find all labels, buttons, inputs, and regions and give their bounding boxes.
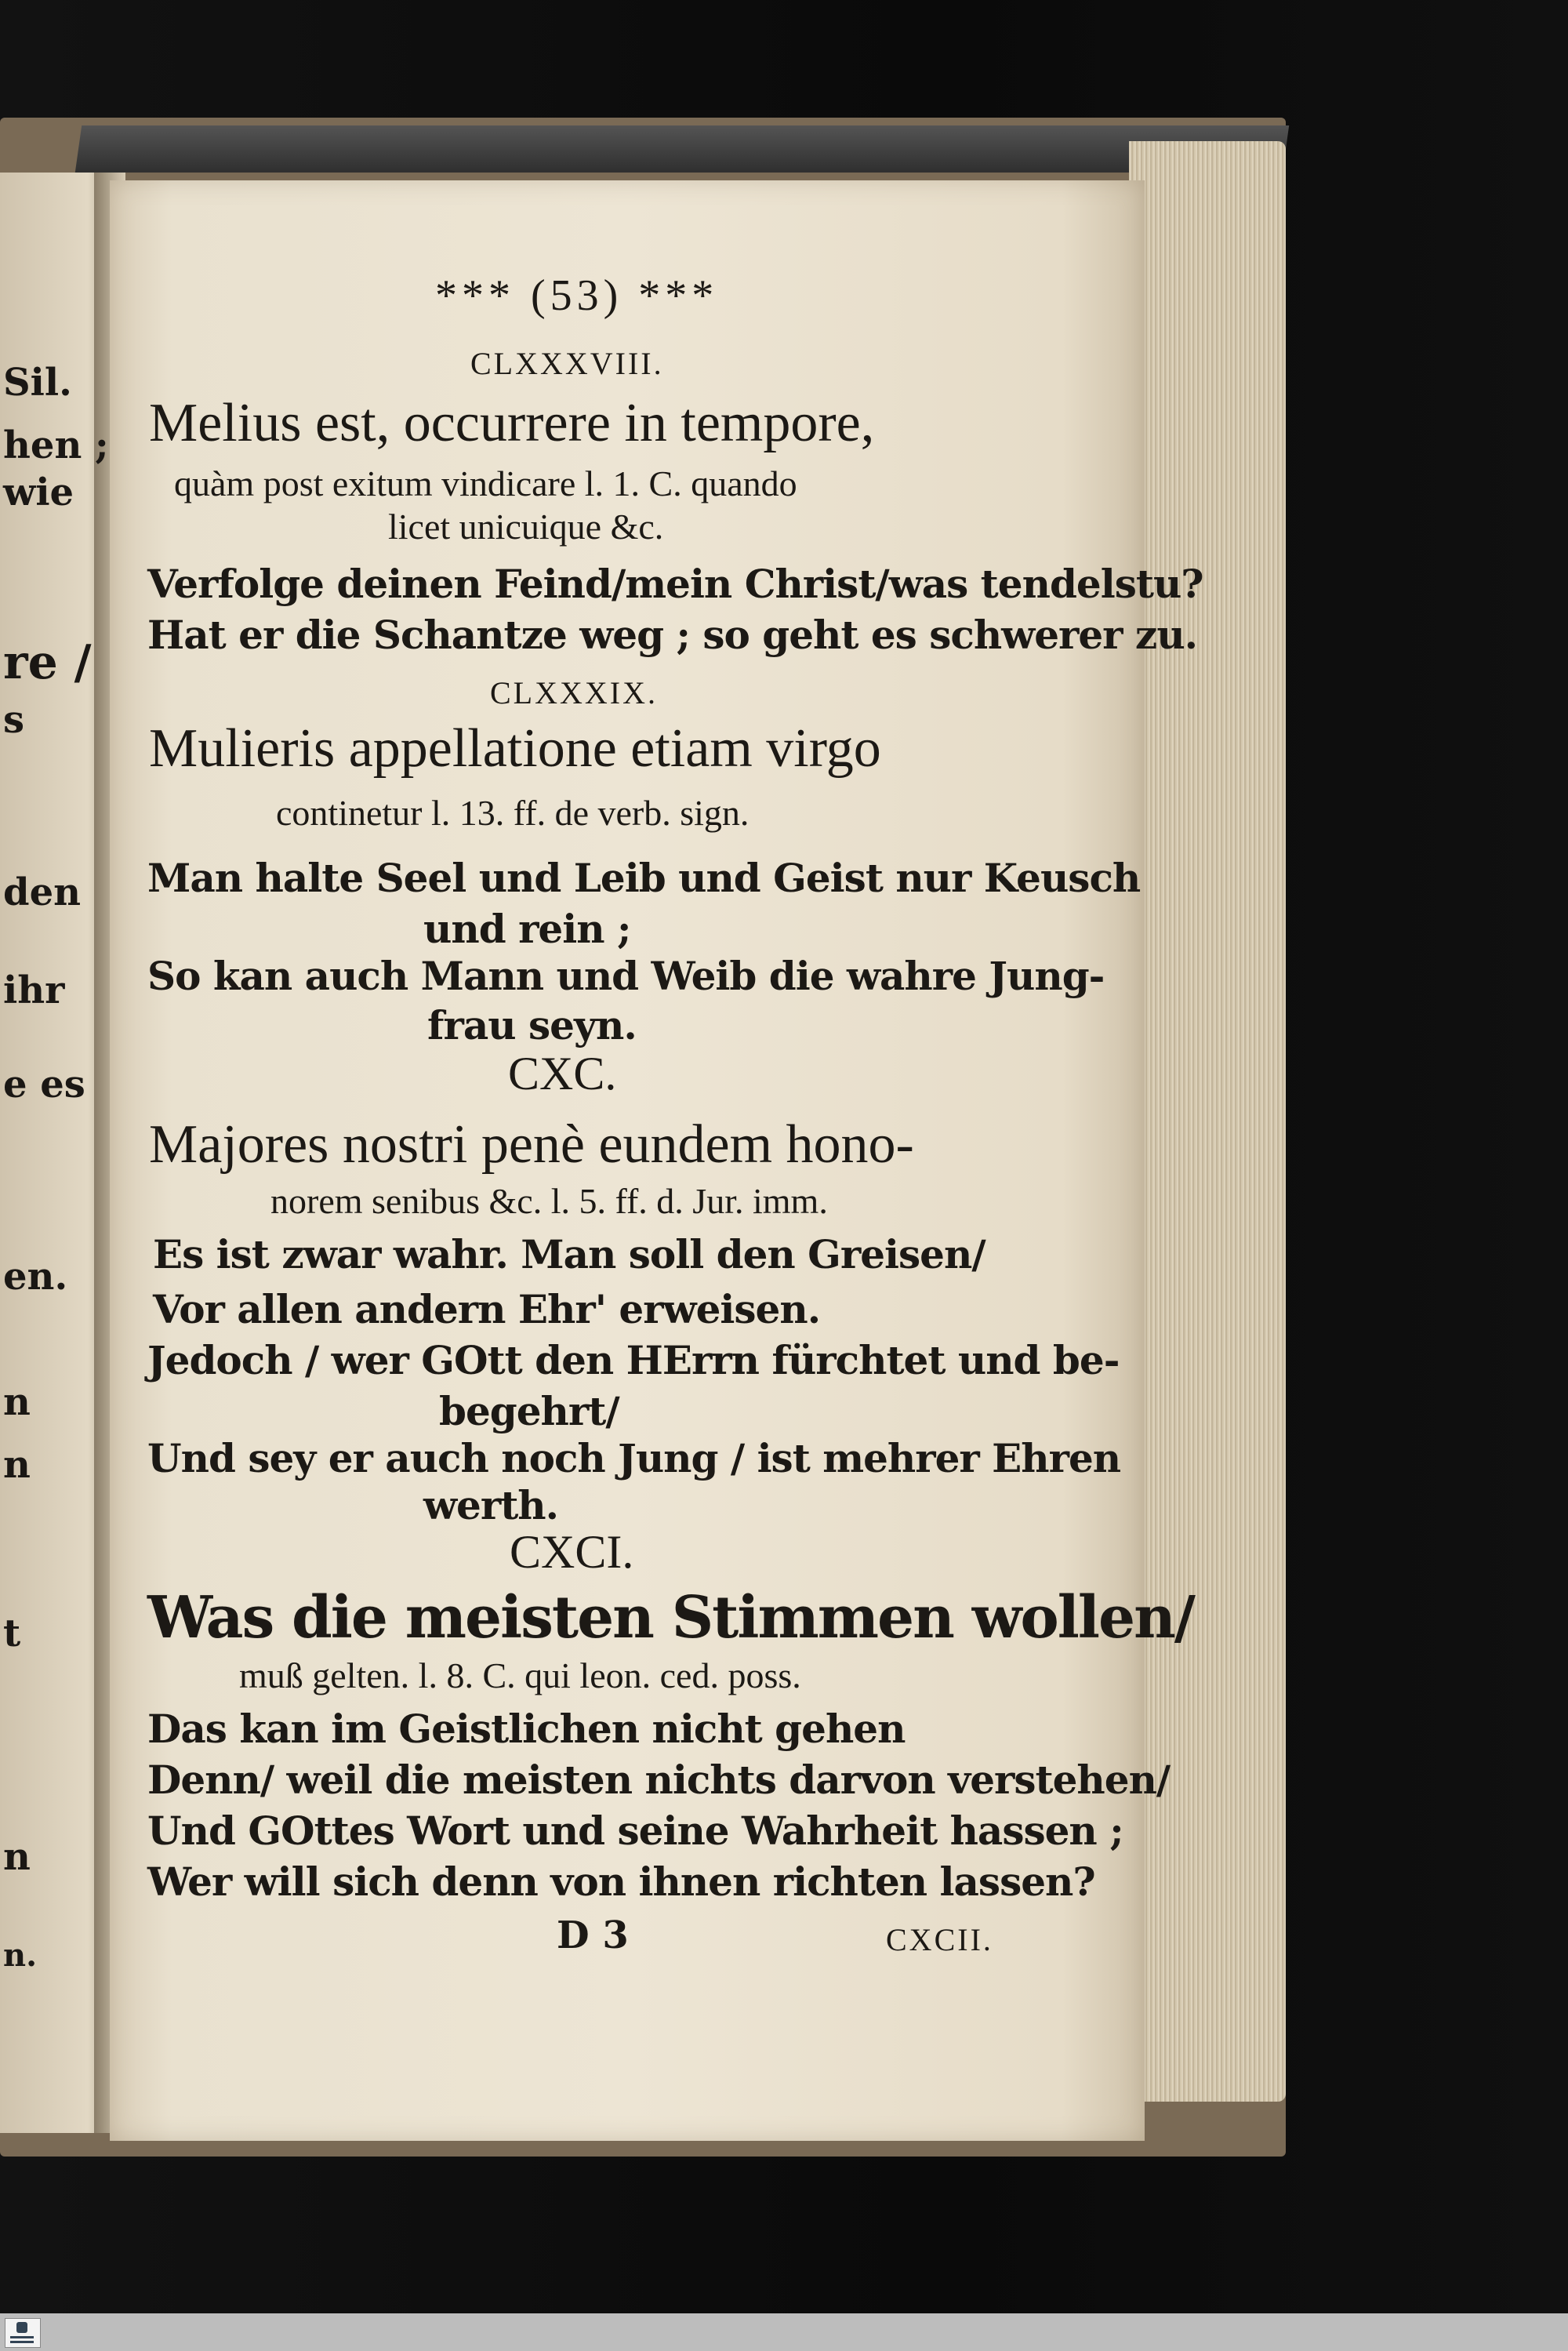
left-fragment: den [3, 870, 81, 914]
latin-maxim: Majores nostri penè eundem hono- [149, 1114, 914, 1175]
book-top-edge [75, 125, 1289, 173]
left-fragment: t [3, 1612, 21, 1655]
left-fragment: e es [3, 1063, 85, 1106]
section-number: CXC. [508, 1048, 617, 1099]
latin-citation: norem senibus &c. l. 5. ff. d. Jur. imm. [270, 1181, 828, 1221]
german-verse: Verfolge deinen Feind/mein Christ/was tendelstu? [147, 561, 1203, 607]
left-fragment: ihr [3, 968, 65, 1012]
german-verse: werth. [423, 1482, 559, 1528]
latin-maxim: Melius est, occurrere in tempore, [149, 393, 875, 453]
left-fragment: re / [3, 635, 92, 690]
german-verse: Und sey er auch noch Jung / ist mehrer Ehren [147, 1435, 1121, 1481]
left-fragment: Sil. [3, 361, 72, 405]
latin-citation: continetur l. 13. ff. de verb. sign. [276, 793, 750, 833]
page-edges [1129, 141, 1286, 2102]
left-fragment: n [3, 1380, 31, 1424]
latin-citation: muß gelten. l. 8. C. qui leon. ced. poss. [239, 1655, 801, 1695]
left-fragment: n [3, 1835, 31, 1879]
section-number: CLXXXVIII. [470, 346, 664, 381]
german-verse: begehrt/ [439, 1388, 619, 1434]
signature-mark: D 3 [557, 1913, 629, 1957]
german-verse: Es ist zwar wahr. Man soll den Greisen/ [153, 1231, 985, 1277]
german-verse: frau seyn. [427, 1002, 637, 1048]
latin-citation: licet unicuique &c. [388, 507, 664, 547]
left-fragment: n. [3, 1937, 38, 1974]
viewer-bottom-bar [0, 2313, 1568, 2351]
catchword: CXCII. [886, 1922, 993, 1957]
left-fragment: hen ; [3, 423, 109, 467]
german-verse: und rein ; [423, 906, 631, 952]
left-fragment: n [3, 1443, 31, 1487]
left-fragment: s [3, 698, 25, 742]
german-verse: Das kan im Geistlichen nicht gehen [147, 1706, 906, 1752]
german-verse: Jedoch / wer GOtt den HErrn fürchtet und be- [147, 1337, 1120, 1383]
german-verse: Denn/ weil die meisten nichts darvon verstehen/ [147, 1757, 1171, 1803]
section-number: CLXXXIX. [490, 675, 658, 710]
page-header: *** (53) *** [435, 271, 719, 320]
library-logo-icon [5, 2318, 41, 2348]
latin-citation: quàm post exitum vindicare l. 1. C. quando [174, 463, 797, 503]
latin-maxim: Mulieris appellatione etiam virgo [149, 718, 881, 779]
german-verse: Man halte Seel und Leib und Geist nur Keusch [147, 855, 1141, 901]
german-verse: Vor allen andern Ehr' erweisen. [153, 1286, 821, 1332]
german-verse: Und GOttes Wort und seine Wahrheit hassen ; [147, 1808, 1123, 1854]
left-fragment: wie [3, 471, 74, 514]
german-verse: Wer will sich denn von ihnen richten lassen? [147, 1859, 1095, 1905]
german-verse: So kan auch Mann und Weib die wahre Jung- [147, 953, 1105, 999]
left-fragment: en. [3, 1255, 68, 1299]
german-verse: Hat er die Schantze weg ; so geht es schwerer zu. [147, 612, 1198, 658]
section-number: CXCI. [510, 1526, 634, 1578]
german-heading: Was die meisten Stimmen wollen/ [147, 1584, 1194, 1652]
